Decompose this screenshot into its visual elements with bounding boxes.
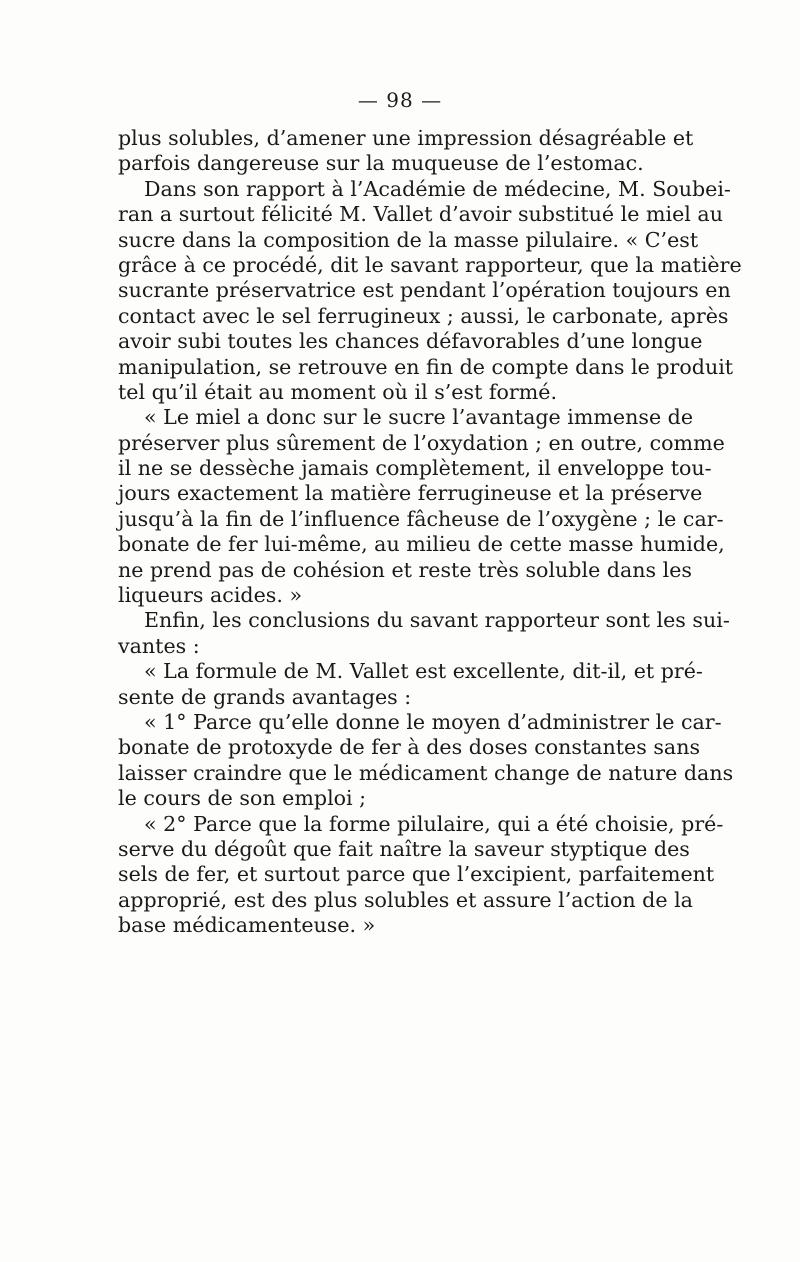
text-line: parfois dangereuse sur la muqueuse de l’estomac.: [118, 151, 644, 176]
text-line: approprié, est des plus solubles et assure l’action de la: [118, 887, 693, 912]
text-line: bonate de protoxyde de fer à des doses constantes sans: [118, 735, 701, 760]
text-line: ne prend pas de cohésion et reste très soluble dans les: [118, 557, 692, 582]
paragraph: [118, 176, 742, 406]
text-line: Enfin, les conclusions du savant rapporteur sont les sui-: [144, 608, 730, 633]
text-line: le cours de son emploi ;: [118, 786, 367, 811]
paragraph: [118, 811, 724, 939]
text-line: base médicamenteuse. »: [118, 913, 376, 938]
text-line: jusqu’à la fin de l’influence fâcheuse de l’oxygène ; le car-: [118, 506, 724, 531]
text-line: « 1° Parce qu’elle donne le moyen d’administrer le car-: [144, 709, 722, 734]
text-line: sente de grands avantages :: [118, 684, 412, 709]
text-line: « Le miel a donc sur le sucre l’avantage immense de: [144, 405, 694, 430]
paragraph: [118, 608, 730, 659]
text-line: Dans son rapport à l’Académie de médecine, M. Soubei-: [144, 176, 731, 201]
text-line: sucrante préservatrice est pendant l’opération toujours en: [118, 278, 731, 303]
text-line: plus solubles, d’amener une impression désagréable et: [118, 126, 694, 150]
text-line: « 2° Parce que la forme pilulaire, qui a été choisie, pré-: [144, 811, 724, 836]
text-line: préserver plus sûrement de l’oxydation ; en outre, comme: [118, 430, 725, 455]
text-line: vantes :: [118, 633, 200, 658]
text-line: avoir subi toutes les chances défavorables d’une longue: [118, 329, 703, 354]
text-line: jours exactement la matière ferrugineuse et la préserve: [118, 481, 703, 506]
text-line: liqueurs acides. »: [118, 583, 303, 608]
text-line: sels de fer, et surtout parce que l’excipient, parfaitement: [118, 862, 715, 887]
text-line: serve du dégoût que fait naître la saveur styptique des: [118, 836, 690, 861]
text-line: tel qu’il était au moment où il s’est formé.: [118, 379, 558, 404]
body-text: [118, 126, 742, 939]
paragraph: [118, 709, 734, 812]
paragraph: [118, 405, 725, 608]
text-line: ran a surtout félicité M. Vallet d’avoir substitué le miel au: [118, 202, 723, 227]
text-line: grâce à ce procédé, dit le savant rapporteur, que la matière: [118, 252, 742, 277]
paragraph: [118, 126, 694, 177]
text-line: manipulation, se retrouve en fin de compte dans le produit: [118, 354, 734, 379]
text-line: il ne se dessèche jamais complètement, il enveloppe tou-: [118, 456, 712, 481]
text-line: sucre dans la composition de la masse pilulaire. « C’est: [118, 227, 699, 252]
text-line: bonate de fer lui-même, au milieu de cette masse humide,: [118, 532, 725, 557]
text-line: contact avec le sel ferrugineux ; aussi, le carbonate, après: [118, 303, 729, 328]
text-line: « La formule de M. Vallet est excellente, dit-il, et pré-: [144, 659, 703, 684]
text-line: laisser craindre que le médicament change de nature dans: [118, 760, 734, 785]
page-number: — 98 —: [357, 88, 443, 112]
paragraph: [118, 659, 703, 710]
